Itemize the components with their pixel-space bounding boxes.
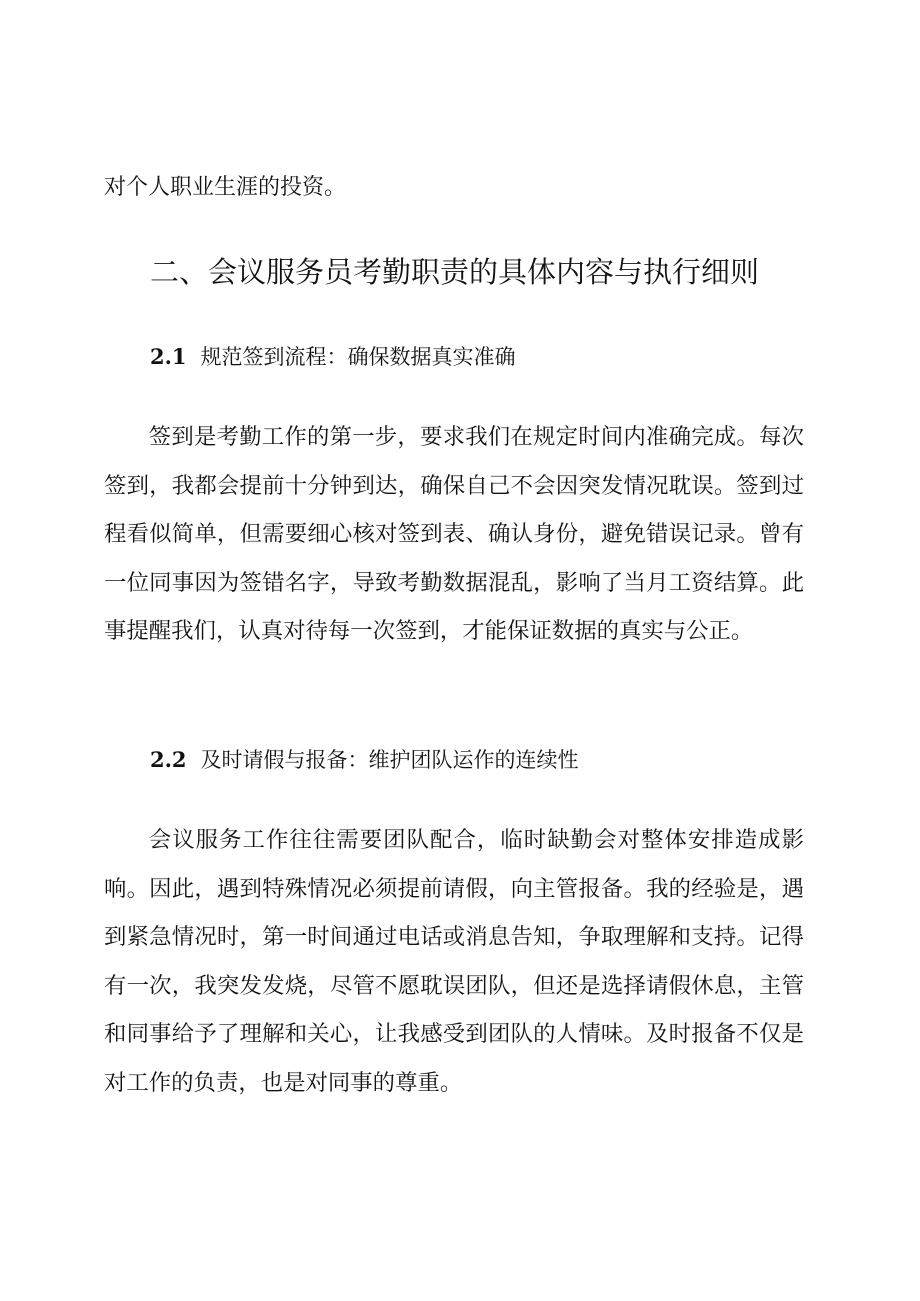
subsection-title: 及时请假与报备：维护团队运作的连续性	[200, 748, 579, 772]
subsection-title: 规范签到流程：确保数据真实准确	[200, 345, 516, 369]
subsection-heading-2-2	[150, 743, 830, 777]
subsection-paragraph-2-2: 会议服务工作往往需要团队配合，临时缺勤会对整体安排造成影响。因此，遇到特殊情况必须提前请假，向主管报备。我的经验是，遇到紧急情况时，第一时间通过电话或消息告知，争取理解和支持。记得有一次，我突发发烧，尽管不愿耽误团队，但还是选择请假休息，主管和同事给予了理解和关心，让我感受到团队的人情味。及时报备不仅是对工作的负责，也是对同事的尊重。	[104, 827, 804, 1096]
subsection-heading-2-1	[150, 340, 830, 374]
subsection-number: 2.2	[150, 747, 187, 772]
subsection-paragraph-2-1: 签到是考勤工作的第一步，要求我们在规定时间内准确完成。每次签到，我都会提前十分钟到达，确保自己不会因突发情况耽误。签到过程看似简单，但需要细心核对签到表、确认身份，避免错误记录。曾有一位同事因为签错名字，导致考勤数据混乱，影响了当月工资结算。此事提醒我们，认真对待每一次签到，才能保证数据的真实与公正。	[104, 424, 804, 644]
subsection-number: 2.1	[150, 344, 187, 369]
continuation-paragraph: 对个人职业生涯的投资。	[104, 175, 347, 200]
section-heading: 二、会议服务员考勤职责的具体内容与执行细则	[150, 255, 760, 289]
